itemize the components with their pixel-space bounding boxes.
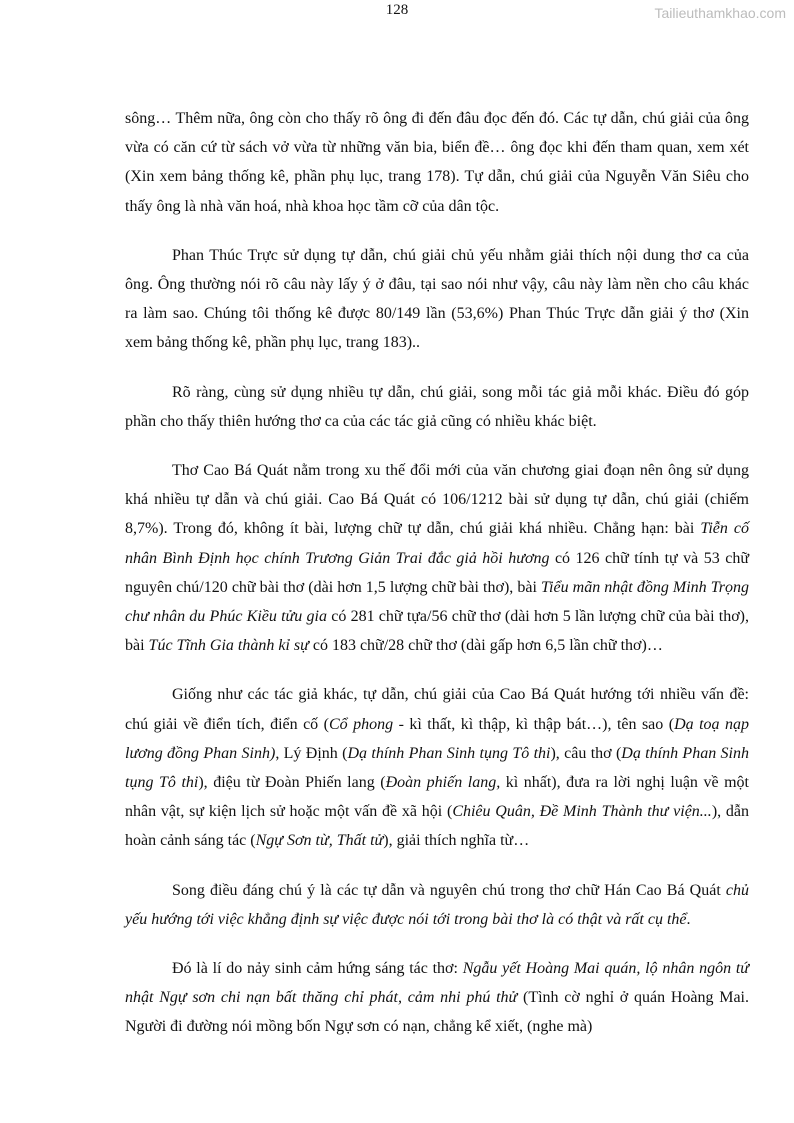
italic-text-run: Đoàn phiến lang,: [385, 774, 501, 792]
text-run: có 281 chữ tựa/56 chữ thơ (dài hơn 5 lần lượng chữ của bài thơ), bài: [125, 608, 750, 655]
text-run: (Tình cờ nghỉ ở quán Hoàng Mai. Người đi đường nói mồng bốn Ngự sơn có nạn, chẳng kể xiết, (nghe mà): [125, 989, 750, 1036]
italic-text-run: Tiểu mãn nhật đồng Minh Trọng chư nhân du Phúc Kiều tửu gia: [125, 578, 750, 626]
italic-text-run: Dạ toạ nạp lương đồng Phan Sinh): [125, 715, 750, 762]
text-run: , Lý Định (: [275, 744, 348, 762]
page-number: 128: [385, 2, 409, 18]
italic-text-run: Ngự Sơn từ, Thất tử: [255, 832, 384, 850]
italic-text-run: Cổ phong: [328, 715, 394, 733]
text-run: Đó là lí do nảy sinh cảm hứng sáng tác thơ:: [172, 960, 463, 978]
italic-text-run: Túc Tĩnh Gia thành kỉ sự: [148, 637, 309, 655]
text-run: ), câu thơ (: [550, 744, 622, 762]
paragraph-1: [125, 104, 749, 221]
italic-text-run: Chiêu Quân, Đề Minh Thành thư viện...: [452, 803, 712, 821]
document-body: [125, 104, 749, 1062]
italic-text-run: chủ yếu hướng tới việc khẳng định sự việc được nói tới trong bài thơ là có thật và rất cụ thể: [125, 881, 749, 928]
text-run: Phan Thúc Trực sử dụng tự dẫn, chú giải chủ yếu nhằm giải thích nội dung thơ ca của ông. Ông thường nói rõ câu này lấy ý ở đâu, tại sao nói như vậy, câu này làm nền cho câu khác ra làm sao. Chúng tôi thống kê được 80/149 lần (53,6%) Phan Thúc Trực dẫn giải ý thơ (Xin xem bảng thống kê, phần phụ lục, trang 183)..: [125, 246, 749, 352]
text-run: - kì thất, kì thập, kì thập bát…), tên sao (: [393, 715, 675, 733]
paragraph-5: [125, 680, 749, 855]
text-run: ), giải thích nghĩa từ…: [383, 832, 530, 850]
paragraph-2: [125, 241, 749, 358]
text-run: Rõ ràng, cùng sử dụng nhiều tự dẫn, chú giải, song mỗi tác giả mỗi khác. Điều đó góp phần cho thấy thiên hướng thơ ca của các tác giả cũng có nhiều khác biệt.: [125, 383, 749, 430]
italic-text-run: Ngẫu yết Hoàng Mai quán, lộ nhân ngôn tứ nhật Ngự sơn chi nạn bất thăng chỉ phát, cảm nhi phú thử: [125, 960, 749, 1007]
text-run: .: [686, 910, 691, 928]
text-run: ), dẫn hoàn cảnh sáng tác (: [125, 803, 750, 850]
paragraph-7: [125, 954, 749, 1042]
watermark: Tailieuthamkhao.com: [654, 5, 786, 21]
text-run: sông… Thêm nữa, ông còn cho thấy rõ ông đi đến đâu đọc đến đó. Các tự dẫn, chú giải của ông vừa có căn cứ từ sách vở vừa từ những văn bia, biển đề… ông đọc khi đến tham quan, xem xét (Xin xem bảng thống kê, phần phụ lục, trang 178). Tự dẫn, chú giải của Nguyễn Văn Siêu cho thấy ông là nhà văn hoá, nhà khoa học tầm cỡ của dân tộc.: [125, 110, 749, 215]
text-run: kì nhất), đưa ra lời nghị luận về một nhân vật, sự kiện lịch sử hoặc một vấn đề xã hội (: [125, 774, 749, 821]
italic-text-run: Dạ thính Phan Sinh tụng Tô thi: [125, 744, 749, 792]
text-run: có 183 chữ/28 chữ thơ (dài gấp hơn 6,5 lần chữ thơ)…: [308, 637, 663, 655]
text-run: có 126 chữ tính tự và 53 chữ nguyên chú/120 chữ bài thơ (dài hơn 1,5 lượng chữ bài thơ), bài: [125, 549, 749, 596]
text-run: Thơ Cao Bá Quát nằm trong xu thế đổi mới của văn chương giai đoạn nên ông sử dụng khá nhiều tự dẫn và chú giải. Cao Bá Quát có 106/1212 bài sử dụng tự dẫn, chú giải (chiếm 8,7%). Trong đó, không ít bài, lượng chữ tự dẫn, chú giải khá nhiều. Chẳng hạn: bài: [125, 462, 749, 538]
text-run: Song điều đáng chú ý là các tự dẫn và nguyên chú trong thơ chữ Hán Cao Bá Quát: [172, 881, 726, 899]
text-run: ), điệu từ Đoàn Phiến lang (: [198, 774, 386, 792]
paragraph-3: [125, 378, 749, 436]
italic-text-run: Dạ thính Phan Sinh tụng Tô thi: [347, 744, 551, 762]
paragraph-4: [125, 456, 749, 660]
text-run: Giống như các tác giả khác, tự dẫn, chú giải của Cao Bá Quát hướng tới nhiều vấn đề: chú giải về điển tích, điển cố (: [125, 686, 749, 733]
paragraph-6: [125, 876, 749, 934]
italic-text-run: Tiễn cố nhân Bình Định học chính Trương Giản Trai đắc giả hồi hương: [125, 520, 749, 567]
